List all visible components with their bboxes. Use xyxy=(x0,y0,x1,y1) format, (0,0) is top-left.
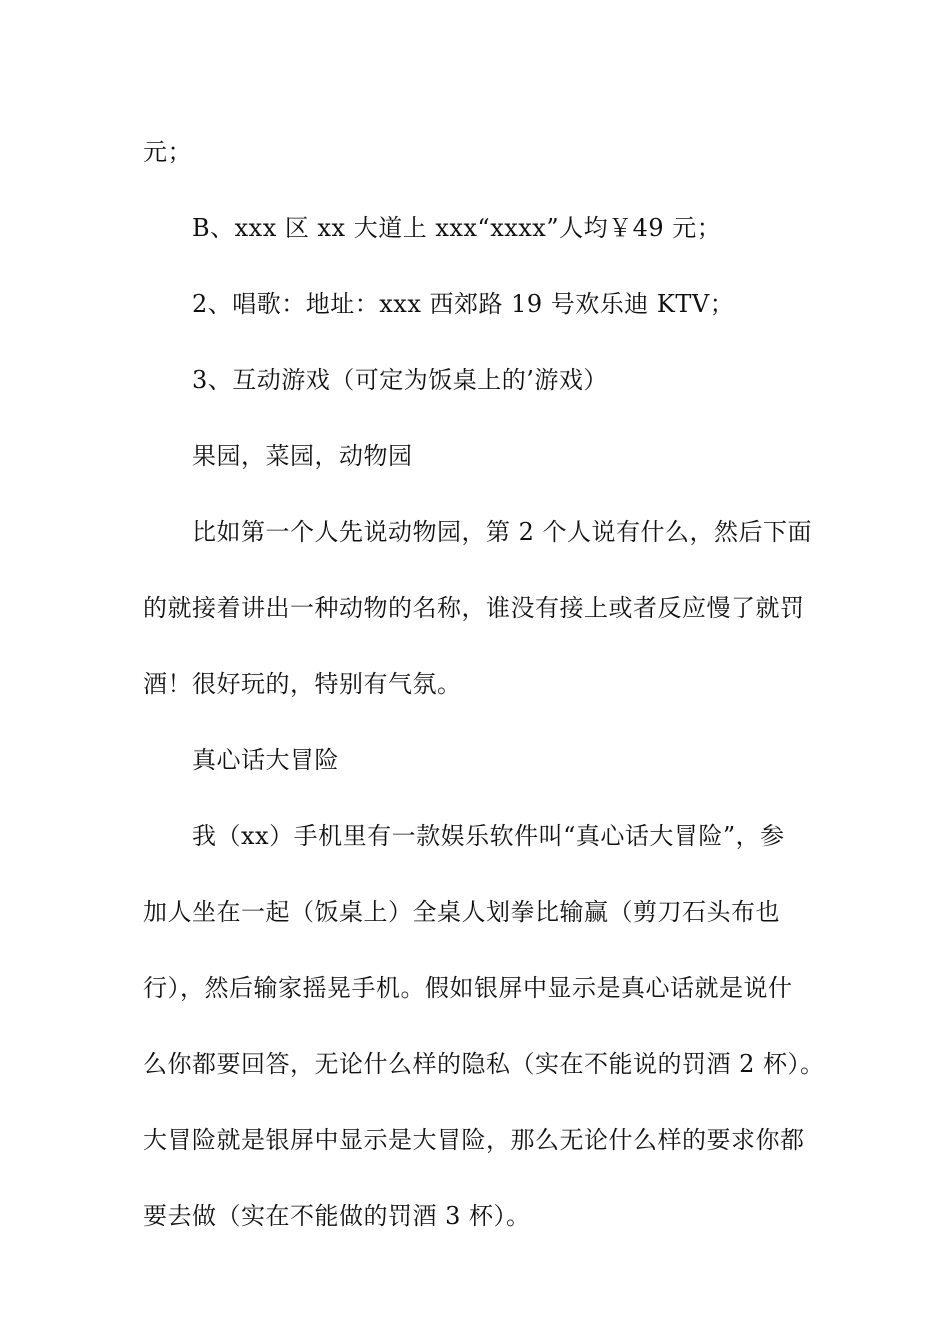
paragraph-line-truth-dare-2: 加人坐在一起（饭桌上）全桌人划拳比输赢（剪刀石头布也 xyxy=(143,898,780,926)
paragraph-line-games-heading: 3、互动游戏（可定为饭桌上的’游戏） xyxy=(192,366,608,394)
paragraph-line-truth-dare-6: 要去做（实在不能做的罚酒 3 杯）。 xyxy=(143,1202,531,1230)
paragraph-line-game-title-truth-dare: 真心话大冒险 xyxy=(192,746,339,774)
paragraph-line-restaurant-b: B、xxx 区 xx 大道上 xxx“xxxx”人均￥49 元； xyxy=(192,214,722,242)
paragraph-line-truth-dare-5: 大冒险就是银屏中显示是大冒险，那么无论什么样的要求你都 xyxy=(143,1126,805,1154)
paragraph-line-truth-dare-1: 我（xx）手机里有一款娱乐软件叫“真心话大冒险”，参 xyxy=(192,822,785,850)
paragraph-line-singing: 2、唱歌：地址：xxx 西郊路 19 号欢乐迪 KTV； xyxy=(192,290,735,318)
paragraph-line-orchard-3: 酒！很好玩的，特别有气氛。 xyxy=(143,670,462,698)
paragraph-line-truth-dare-3: 行），然后输家摇晃手机。假如银屏中显示是真心话就是说什 xyxy=(143,974,793,1002)
paragraph-line-orchard-1: 比如第一个人先说动物园，第 2 个人说有什么，然后下面 xyxy=(192,518,813,546)
paragraph-line-orchard-2: 的就接着讲出一种动物的名称，谁没有接上或者反应慢了就罚 xyxy=(143,594,805,622)
paragraph-line-continuation: 元； xyxy=(143,138,192,166)
paragraph-line-truth-dare-4: 么你都要回答，无论什么样的隐私（实在不能说的罚酒 2 杯）。 xyxy=(143,1050,825,1078)
paragraph-line-game-title-orchard: 果园，菜园，动物园 xyxy=(192,442,413,470)
